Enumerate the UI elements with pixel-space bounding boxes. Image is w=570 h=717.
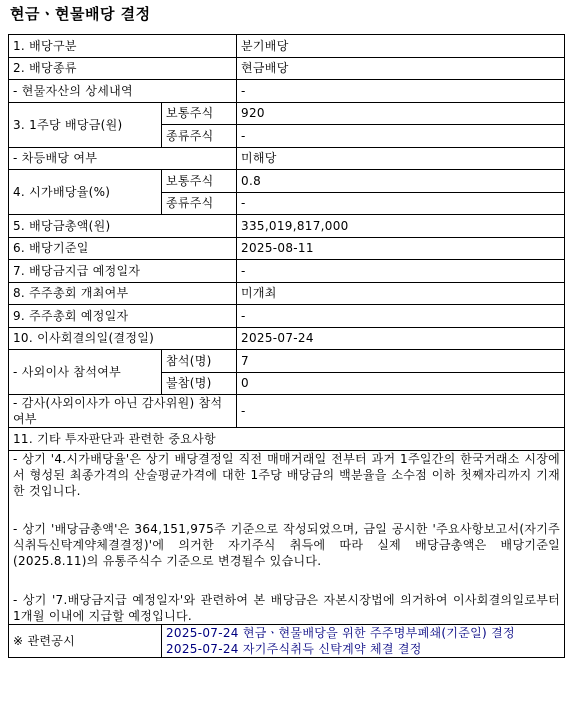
- row-dividend-type: [9, 35, 565, 58]
- note-paragraph: - 상기 '7.배당금지급 예정일자'와 관련하여 본 배당금은 자본시장법에 의거하여 이사회결의일로부터 1개월 이내에 지급할 예정입니다.: [13, 592, 561, 623]
- row-sublabel: 보통주식: [162, 102, 237, 125]
- row-value: 920: [237, 102, 565, 125]
- row-label: 6. 배당기준일: [9, 237, 237, 260]
- row-yield-common: [9, 170, 565, 193]
- row-label: 5. 배당금총액(원): [9, 215, 237, 238]
- row-shareholder-meeting: [9, 282, 565, 305]
- row-label: 11. 기타 투자판단과 관련한 중요사항: [9, 428, 565, 451]
- row-meeting-date: [9, 305, 565, 328]
- row-value: 7: [237, 350, 565, 373]
- row-value: 현금배당: [237, 57, 565, 80]
- row-other-matters-header: [9, 428, 565, 451]
- row-related-disclosures: [9, 624, 565, 657]
- row-total-dividend: [9, 215, 565, 238]
- row-label: 10. 이사회결의일(결정일): [9, 327, 237, 350]
- row-payment-date: [9, 260, 565, 283]
- row-sublabel: 종류주식: [162, 125, 237, 148]
- row-label: 1. 배당구분: [9, 35, 237, 58]
- related-label: ※ 관련공시: [9, 624, 162, 657]
- row-label: 2. 배당종류: [9, 57, 237, 80]
- row-sublabel: 불참(명): [162, 372, 237, 395]
- page-title: 현금ㆍ현물배당 결정: [10, 5, 151, 23]
- row-record-date: [9, 237, 565, 260]
- row-label: 3. 1주당 배당금(원): [9, 102, 162, 147]
- row-value: 미개최: [237, 282, 565, 305]
- row-value: -: [237, 305, 565, 328]
- row-label: - 감사(사외이사가 아닌 감사위원) 참석여부: [9, 395, 237, 428]
- row-differential-dividend: [9, 147, 565, 170]
- related-links-cell: [162, 624, 565, 657]
- row-value: -: [237, 192, 565, 215]
- row-in-kind-details: [9, 80, 565, 103]
- row-value: -: [237, 125, 565, 148]
- row-value: 0: [237, 372, 565, 395]
- related-link[interactable]: 2025-07-24 현금ㆍ현물배당을 위한 주주명부폐쇄(기준일) 결정: [166, 625, 515, 640]
- row-value: 0.8: [237, 170, 565, 193]
- row-label: 9. 주주총회 예정일자: [9, 305, 237, 328]
- row-label: 8. 주주총회 개최여부: [9, 282, 237, 305]
- row-label: - 차등배당 여부: [9, 147, 237, 170]
- notes-cell: [9, 450, 565, 624]
- related-link[interactable]: 2025-07-24 자기주식취득 신탁계약 체결 결정: [166, 641, 422, 656]
- row-value: 미해당: [237, 147, 565, 170]
- row-dividend-kind: [9, 57, 565, 80]
- note-paragraph: - 상기 '4.시가배당율'은 상기 배당결정일 직전 매매거래일 전부터 과거 1주일간의 한국거래소 시장에서 형성된 최종가격의 산술평균가격에 대한 1주당 배당금의 백분율을 소수점 이하 첫째자리까지 기재한 것입니다.: [13, 451, 561, 498]
- row-value: 2025-07-24: [237, 327, 565, 350]
- row-value: -: [237, 395, 565, 428]
- row-label: - 현물자산의 상세내역: [9, 80, 237, 103]
- row-label: 4. 시가배당율(%): [9, 170, 162, 215]
- row-sublabel: 참석(명): [162, 350, 237, 373]
- row-sublabel: 보통주식: [162, 170, 237, 193]
- row-value: 분기배당: [237, 35, 565, 58]
- row-sublabel: 종류주식: [162, 192, 237, 215]
- row-value: -: [237, 260, 565, 283]
- dividend-disclosure-table: [8, 34, 565, 658]
- row-value: -: [237, 80, 565, 103]
- row-value: 2025-08-11: [237, 237, 565, 260]
- row-outside-directors-present: [9, 350, 565, 373]
- row-dividend-per-share-common: [9, 102, 565, 125]
- row-auditor-attendance: [9, 395, 565, 428]
- row-label: - 사외이사 참석여부: [9, 350, 162, 395]
- row-board-resolution-date: [9, 327, 565, 350]
- row-label: 7. 배당금지급 예정일자: [9, 260, 237, 283]
- note-paragraph: - 상기 '배당금총액'은 364,151,975주 기준으로 작성되었으며, 금일 공시한 '주요사항보고서(자기주식취득신탁계약체결결정)'에 의거한 자기주식 취득에 따라 실제 배당금총액은 배당기준일(2025.8.11)의 유통주식수 기준으로 변경될수 있습니다.: [13, 522, 561, 568]
- row-other-matters-notes: [9, 450, 565, 624]
- row-value: 335,019,817,000: [237, 215, 565, 238]
